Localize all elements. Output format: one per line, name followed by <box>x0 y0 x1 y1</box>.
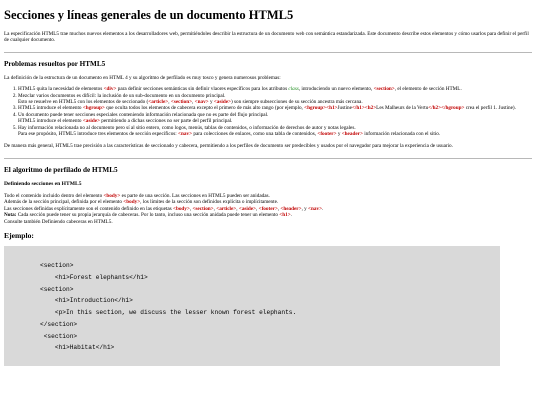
problems-list <box>4 86 532 137</box>
see-also-line: Consulte también Definiendo cabeceras en HTML5. <box>4 218 113 225</box>
section-heading-problems: Problemas resueltos por HTML5 <box>4 59 106 68</box>
list-item: 3. HTML5 introduce el elemento <hgroup> que oculta todos los elementos de cabecera excepto el primero de más alto rango (por ejemplo, <hgroup><h1>Justine</h1><h2>Les Malheurs de la Vertu</h2></hgroup> crea el perfil 1. Justine). <box>18 105 532 111</box>
problems-closing: De manera más general, HTML5 trae precisión a las características de seccionado y cabecera, permitiendo a los perfiles de documento ser predecibles y usados por el navegador para mejorar la experiencia de usuario. <box>4 143 453 150</box>
code-example: <section> <h1>Forest elephants</h1> <section> <h1>Introduction</h1> <p>In this section, we discuss the lesser known forest elephants. </section> <section> <h1>Habitat</h1> <box>4 246 500 366</box>
list-item: 5. Hay información relacionada no al documento pero sí al sitio entero, como logos, menús, tablas de contenidos, o información de derechos de autor y notas legales. Para ese propósito, HTML5 introduce tres elementos de sección específicos: <nav> para colecciones de enlaces, como una tabla de contenidos, <footer> y <header> información relacionada con el sitio. <box>18 125 532 138</box>
text-line: Todo el contenido incluido dentro del elemento <body> es parte de una sección. Las secciones en HTML5 pueden ser anidadas. <box>4 192 270 199</box>
list-item: 4. Un documento puede tener secciones especiales conteniendo información relacionada que no es parte del flujo principal. HTML5 introduce el elemento <aside> permitiendo a dichas secciones no ser parte del perfil principal. <box>18 112 532 125</box>
section-heading-algorithm: El algoritmo de perfilado de HTML5 <box>4 165 118 174</box>
intro-paragraph: La especificación HTML5 trae muchos nuevos elementos a los desarrolladores web, permitiéndoles describir la estructura de un documento web con semántica estandarizada. Este documento describe estos elementos y cómo usarlos para definir el perfil de cualquier documento. <box>4 31 529 44</box>
divider <box>4 158 532 159</box>
text-line: Además de la sección principal, definida por el elemento <body>, los límites de la sección son definidos explícita o implícitamente. <box>4 199 279 206</box>
text-line: Las secciones definidas explícitamente son el contenido definido en las etiquetas <body>, <section>, <article>, <aside>, <footer>, <header>, y <nav>. <box>4 205 324 212</box>
divider <box>4 52 532 53</box>
example-heading: Ejemplo: <box>4 230 34 240</box>
note-line: Nota: Cada sección puede tener su propia jerarquía de cabeceras. Por lo tanto, incluso una sección anidada puede tener un elemento <h1>. <box>4 212 292 219</box>
sections-text <box>4 193 532 225</box>
list-item: 1. HTML5 quita la necesidad de elementos <div> para definir secciones semánticas sin definir vlaores específicos para los atributos class, introduciendo un nuevo elemento, <section>, el elemento de sección HTML. <box>18 86 532 92</box>
page-title: Secciones y líneas generales de un documento HTML5 <box>4 8 294 22</box>
problems-lead: La definición de la estructura de un documento en HTML 4 y su algoritmo de perfilado es muy tosco y genera numerosos problemas: <box>4 74 281 81</box>
subheading-defining-sections: Definiendo secciones en HTML5 <box>4 180 82 187</box>
list-item: 2. Mezclar varios documentos es difícil: la inclusión de un sub-documento en un documento principal. Esto se resuelve en HTML5 con los elementos de seccionado (<article>, <section>, <nav> y <aside>) son siempre subsecciones de su sección ancestra más cercana. <box>18 93 532 106</box>
